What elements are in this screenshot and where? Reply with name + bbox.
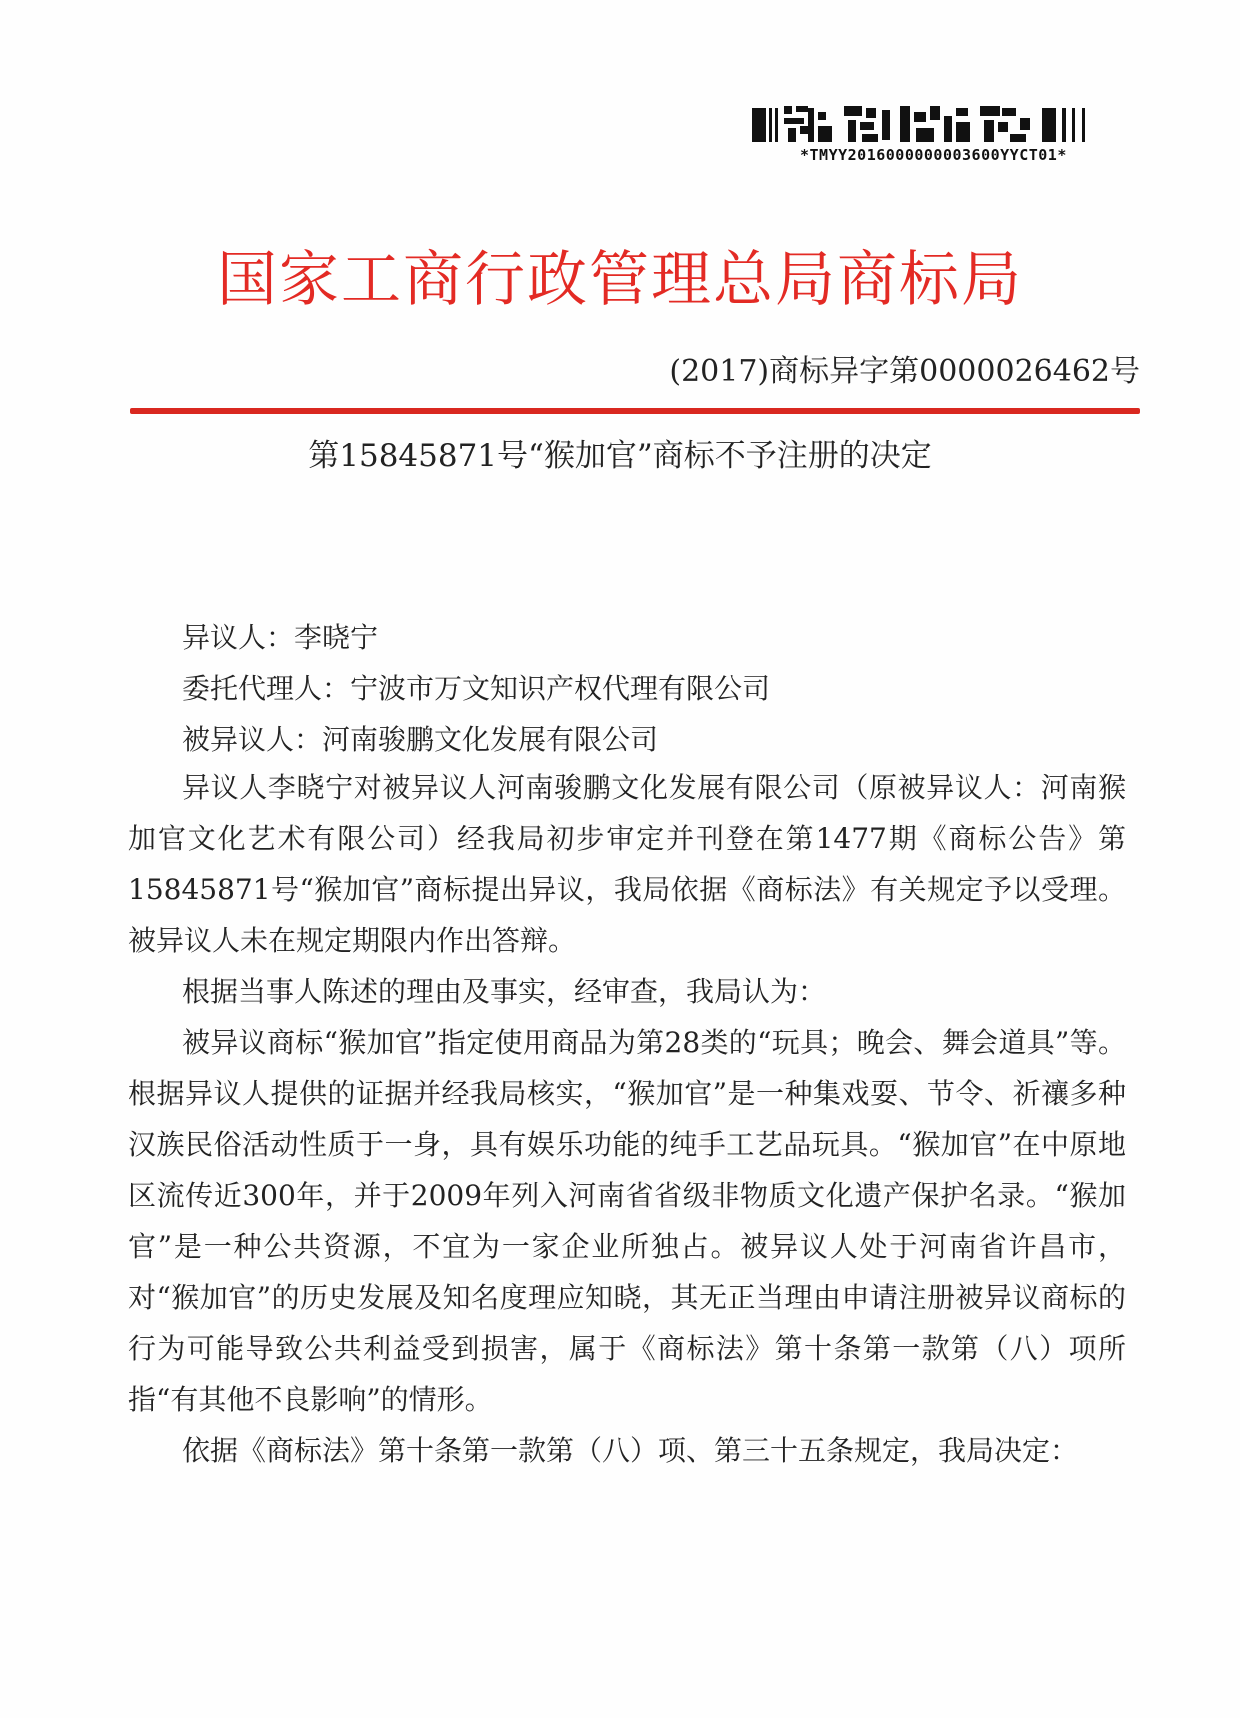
opponent-line: 异议人：李晓宁	[182, 621, 379, 654]
red-divider-line	[130, 408, 1140, 414]
paragraph-review-intro: 根据当事人陈述的理由及事实，经审查，我局认为：	[182, 975, 827, 1008]
barcode-2d-image	[752, 104, 1102, 144]
barcode-code-text: *TMYY2016000000003600YYCT01*	[800, 146, 1067, 164]
barcode-graphic	[752, 104, 1102, 144]
decision-title: 第15845871号“猴加官”商标不予注册的决定	[308, 438, 932, 474]
respondent-line: 被异议人：河南骏鹏文化发展有限公司	[182, 723, 659, 756]
paragraph-opposition-filing: 异议人李晓宁对被异议人河南骏鹏文化发展有限公司（原被异议人：河南猴加官文化艺术有限公司）经我局初步审定并刊登在第1477期《商标公告》第15845871号“猴加官”商标提出异议，我局依据《商标法》有关规定予以受理。被异议人未在规定期限内作出答辩。	[128, 771, 1126, 957]
document-number: (2017)商标异字第0000026462号	[669, 354, 1140, 389]
paragraph-decision-basis: 依据《商标法》第十条第一款第（八）项、第三十五条规定，我局决定：	[182, 1434, 1079, 1467]
paragraph-findings: 被异议商标“猴加官”指定使用商品为第28类的“玩具；晚会、舞会道具”等。根据异议人提供的证据并经我局核实，“猴加官”是一种集戏耍、节令、祈禳多种汉族民俗活动性质于一身，具有娱乐功能的纯手工艺品玩具。“猴加官”在中原地区流传近300年，并于2009年列入河南省省级非物质文化遗产保护名录。“猴加官”是一种公共资源，不宜为一家企业所独占。被异议人处于河南省许昌市，对“猴加官”的历史发展及知名度理应知晓，其无正当理由申请注册被异议商标的行为可能导致公共利益受到损害，属于《商标法》第十条第一款第（八）项所指“有其他不良影响”的情形。	[128, 1026, 1126, 1416]
agent-line: 委托代理人：宁波市万文知识产权代理有限公司	[182, 672, 771, 705]
agency-title: 国家工商行政管理总局商标局	[217, 245, 1023, 315]
